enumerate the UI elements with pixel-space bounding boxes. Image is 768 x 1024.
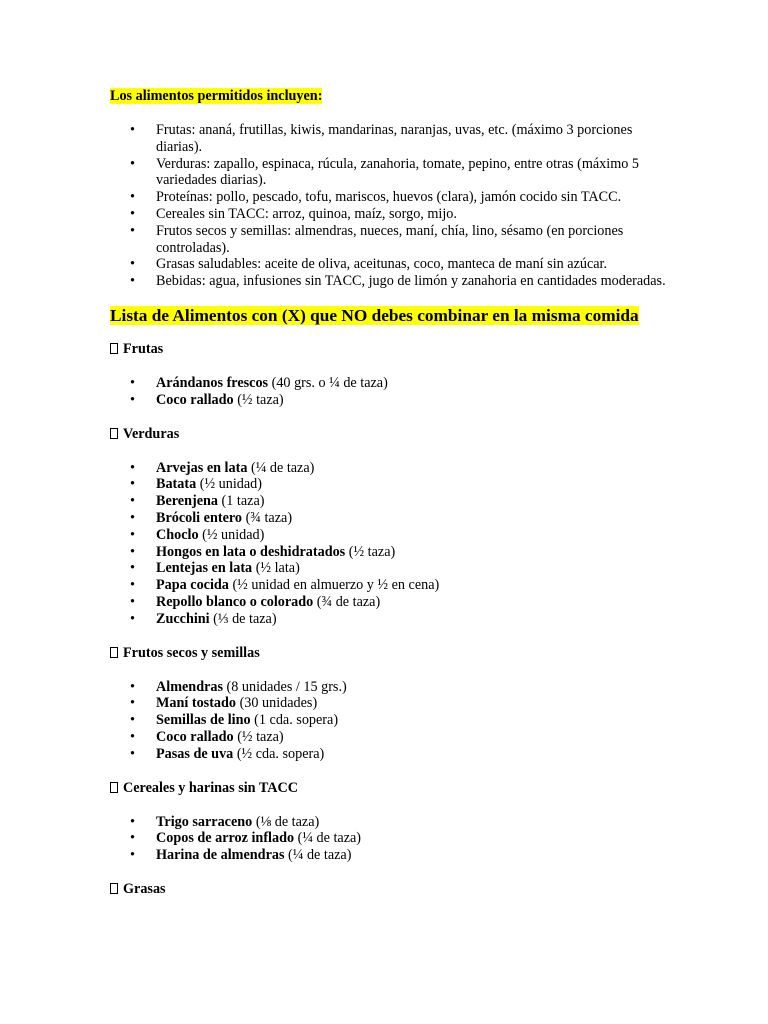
section-title-text: Verduras — [123, 425, 180, 442]
checkbox-glyph-icon — [110, 782, 118, 793]
list-item-text: Grasas saludables: aceite de oliva, aceitunas, coco, manteca de maní sin azúcar. — [156, 256, 608, 273]
list-item — [110, 493, 670, 510]
item-portion: (30 unidades) — [236, 695, 318, 712]
allowed-foods-list — [110, 122, 670, 290]
item-portion: (1 cda. sopera) — [250, 712, 339, 729]
list-item — [110, 830, 670, 847]
main-heading-text: Lista de Alimentos con (X) que NO debes combinar en la misma comida — [110, 305, 639, 325]
item-name: Choclo — [156, 526, 199, 543]
bullet: • — [130, 493, 135, 510]
section-title-verduras — [110, 426, 670, 443]
item-name: Pasas de uva — [156, 745, 234, 762]
list-item — [110, 122, 670, 156]
item-name: Arándanos frescos — [156, 374, 269, 391]
item-name: Trigo sarraceno — [156, 813, 253, 830]
list-item — [110, 223, 670, 257]
item-portion: (¼ de taza) — [294, 830, 362, 847]
item-portion: (¾ taza) — [242, 509, 293, 526]
list-item — [110, 544, 670, 561]
item-name: Lentejas en lata — [156, 560, 253, 577]
bullet: • — [130, 205, 135, 222]
list-item — [110, 560, 670, 577]
item-portion: (½ taza) — [233, 728, 284, 745]
bullet: • — [130, 509, 135, 526]
bullet: • — [130, 593, 135, 610]
document-page — [110, 86, 670, 898]
item-portion: (⅛ de taza) — [252, 813, 320, 830]
item-name: Coco rallado — [156, 728, 234, 745]
list-item — [110, 156, 670, 190]
list-item — [110, 729, 670, 746]
list-item — [110, 577, 670, 594]
list-item-text: Frutos secos y semillas: almendras, nueces, maní, chía, lino, sésamo (en porciones controladas). — [156, 222, 624, 256]
bullet: • — [130, 728, 135, 745]
item-name: Brócoli entero — [156, 509, 243, 526]
section-title-grasas — [110, 881, 670, 898]
bullet: • — [130, 374, 135, 391]
list-item-text: Verduras: zapallo, espinaca, rúcula, zanahoria, tomate, pepino, entre otras (máximo 5 variedades diarias). — [156, 155, 639, 189]
list-item — [110, 695, 670, 712]
item-name: Harina de almendras — [156, 847, 285, 864]
bullet: • — [130, 155, 135, 172]
bullet: • — [130, 712, 135, 729]
item-name: Zucchini — [156, 610, 210, 627]
section-title-frutos-secos — [110, 645, 670, 662]
list-item — [110, 476, 670, 493]
intro-heading-text: Los alimentos permitidos incluyen: — [110, 88, 323, 104]
item-portion: (40 grs. o ¼ de taza) — [268, 374, 388, 391]
verduras-list — [110, 460, 670, 628]
bullet: • — [130, 526, 135, 543]
list-item — [110, 392, 670, 409]
bullet: • — [130, 830, 135, 847]
bullet: • — [130, 459, 135, 476]
list-item — [110, 712, 670, 729]
list-item — [110, 206, 670, 223]
list-item — [110, 527, 670, 544]
list-item-text: Proteínas: pollo, pescado, tofu, mariscos, huevos (clara), jamón cocido sin TACC. — [156, 189, 622, 206]
list-item-text: Cereales sin TACC: arroz, quinoa, maíz, sorgo, mijo. — [156, 205, 457, 222]
section-title-frutas — [110, 341, 670, 358]
list-item — [110, 814, 670, 831]
list-item — [110, 746, 670, 763]
item-portion: (½ unidad) — [196, 476, 263, 493]
bullet: • — [130, 273, 135, 290]
list-item — [110, 611, 670, 628]
bullet: • — [130, 122, 135, 138]
list-item — [110, 273, 670, 290]
item-name: Repollo blanco o colorado — [156, 593, 314, 610]
item-name: Papa cocida — [156, 577, 229, 594]
bullet: • — [130, 560, 135, 577]
bullet: • — [130, 577, 135, 594]
checkbox-glyph-icon — [110, 428, 118, 439]
item-portion: (¼ de taza) — [284, 847, 352, 864]
list-item-text: Bebidas: agua, infusiones sin TACC, jugo de limón y zanahoria en cantidades moderadas. — [156, 273, 666, 290]
section-title-text: Frutos secos y semillas — [123, 644, 260, 661]
cereales-list — [110, 814, 670, 864]
section-title-text: Cereales y harinas sin TACC — [123, 779, 298, 796]
bullet: • — [130, 610, 135, 627]
list-item — [110, 375, 670, 392]
bullet: • — [130, 847, 135, 864]
bullet: • — [130, 678, 135, 695]
list-item — [110, 256, 670, 273]
list-item — [110, 460, 670, 477]
section-title-text: Frutas — [123, 340, 164, 357]
item-name: Batata — [156, 476, 197, 493]
item-portion: (8 unidades / 15 grs.) — [223, 678, 347, 695]
list-item — [110, 510, 670, 527]
bullet: • — [130, 695, 135, 712]
bullet: • — [130, 222, 135, 239]
list-item — [110, 594, 670, 611]
list-item-text: Frutas: ananá, frutillas, kiwis, mandarinas, naranjas, uvas, etc. (máximo 3 porciones diarias). — [156, 122, 633, 155]
item-name: Maní tostado — [156, 695, 237, 712]
list-item — [110, 189, 670, 206]
item-portion: (½ lata) — [252, 560, 300, 577]
main-heading — [110, 305, 670, 326]
item-portion: (½ cda. sopera) — [233, 745, 325, 762]
bullet: • — [130, 189, 135, 206]
section-title-cereales — [110, 780, 670, 797]
bullet: • — [130, 813, 135, 830]
item-portion: (⅓ de taza) — [209, 610, 277, 627]
bullet: • — [130, 745, 135, 762]
intro-heading — [110, 88, 670, 105]
item-name: Hongos en lata o deshidratados — [156, 543, 346, 560]
item-name: Almendras — [156, 678, 223, 695]
item-portion: (1 taza) — [218, 493, 265, 510]
frutos-secos-list — [110, 679, 670, 763]
item-portion: (¼ de taza) — [247, 459, 315, 476]
list-item — [110, 679, 670, 696]
item-portion: (¾ de taza) — [313, 593, 381, 610]
item-name: Copos de arroz inflado — [156, 830, 295, 847]
item-portion: (½ taza) — [345, 543, 396, 560]
item-name: Arvejas en lata — [156, 459, 248, 476]
item-portion: (½ unidad en almuerzo y ½ en cena) — [228, 577, 440, 594]
item-name: Coco rallado — [156, 391, 234, 408]
item-name: Semillas de lino — [156, 712, 251, 729]
bullet: • — [130, 391, 135, 408]
checkbox-glyph-icon — [110, 883, 118, 894]
bullet: • — [130, 256, 135, 273]
item-portion: (½ unidad) — [198, 526, 265, 543]
frutas-list — [110, 375, 670, 409]
item-name: Berenjena — [156, 493, 218, 510]
section-title-text: Grasas — [123, 880, 166, 897]
checkbox-glyph-icon — [110, 647, 118, 658]
bullet: • — [130, 476, 135, 493]
list-item — [110, 847, 670, 864]
item-portion: (½ taza) — [233, 391, 284, 408]
checkbox-glyph-icon — [110, 343, 118, 354]
bullet: • — [130, 543, 135, 560]
